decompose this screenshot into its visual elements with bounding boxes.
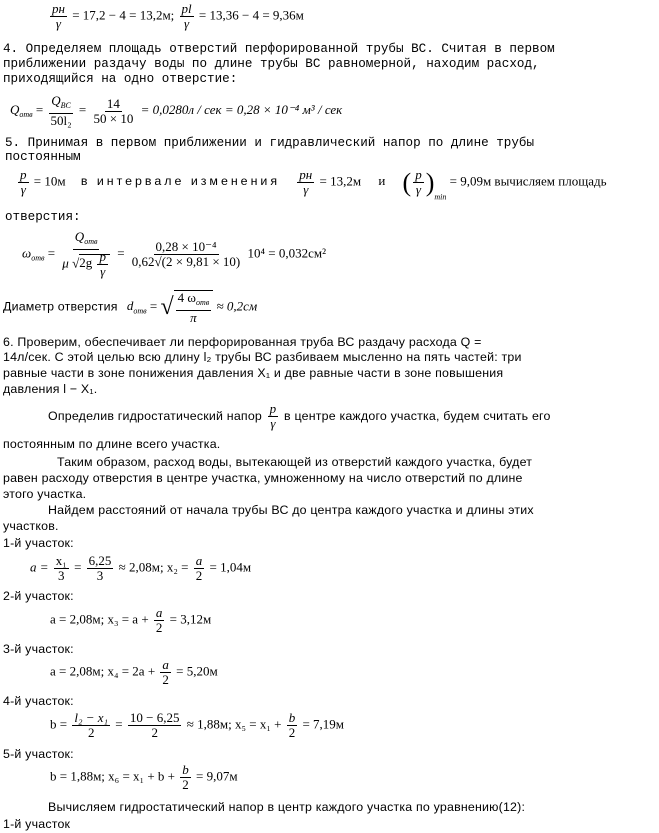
formula-text: = 9,09м вычисляем площадь: [449, 173, 607, 189]
denominator: γ: [303, 182, 309, 197]
formula-text: = 13,2м: [319, 173, 362, 189]
fraction: [154, 606, 165, 635]
formula-text: = 10м: [33, 173, 66, 189]
formula-text: = 9,07м: [195, 768, 238, 784]
diameter-formula: [3, 290, 257, 325]
inline-text: Определив гидростатический напор: [48, 408, 263, 423]
section-formula: [50, 711, 344, 740]
denominator: 0,62√(2 × 9,81 × 10): [131, 254, 241, 269]
formula-text: b =: [50, 716, 68, 732]
area-formula: [22, 230, 326, 279]
fraction: [87, 554, 114, 583]
numerator: pl: [181, 1, 192, 16]
paragraph-line: участков.: [3, 519, 59, 533]
fraction: [91, 97, 135, 126]
denominator: 2: [155, 620, 163, 635]
symbol: Q: [10, 101, 20, 117]
fraction: [50, 2, 67, 31]
formula-text: ≈ 1,88м; x₅ = x₁ +: [186, 716, 282, 732]
subscript: BC: [60, 101, 71, 110]
section-title: 3-й участок:: [3, 642, 74, 656]
formula-text: b = 1,88м; x₆ = x₁ + b +: [50, 768, 175, 784]
paragraph-line: [48, 402, 551, 431]
denominator: 3: [96, 568, 104, 583]
pressure-range-line: [16, 168, 607, 204]
inline-text: и: [378, 173, 386, 189]
paragraph-line: отверстия:: [5, 210, 81, 224]
denominator: 2: [87, 725, 95, 740]
numerator: [73, 230, 100, 250]
symbol: Q: [51, 93, 61, 108]
pressure-formula: [48, 2, 304, 31]
section-title: 5-й участок:: [3, 747, 74, 761]
numerator: a: [155, 605, 163, 620]
equals: =: [74, 559, 82, 575]
formula-text: = 5,20м: [176, 663, 218, 679]
subscript: отв: [31, 253, 45, 263]
numerator: p: [99, 249, 106, 264]
paragraph-line: постоянным по длине всего участка.: [3, 437, 221, 451]
numerator: a: [195, 553, 203, 568]
paragraph-line: равен расходу отверстия в центре участка, умноженному на число отверстий по длине: [3, 471, 523, 485]
fraction: [60, 230, 112, 279]
equals: =: [115, 716, 123, 732]
denominator: 50l₂: [50, 113, 72, 128]
equals: =: [35, 101, 44, 117]
denominator: 2: [162, 672, 169, 687]
section-title: 2-й участок:: [3, 589, 74, 603]
paragraph-line: приближении раздачу воды по длине трубы ВС равномерной, находим расход,: [3, 57, 540, 71]
fraction: [180, 2, 194, 31]
numerator: pн: [52, 1, 65, 16]
formula-text: a = 2,08м; x₃ = a +: [50, 611, 149, 627]
section-formula: [50, 606, 211, 635]
equals: =: [149, 298, 158, 314]
denominator: 2: [151, 725, 158, 740]
formula-text: = 0,0280л / сек = 0,28 × 10⁻⁴ м³ / сек: [140, 101, 343, 117]
fraction: [48, 94, 73, 128]
fraction: [160, 658, 171, 687]
fraction: [413, 168, 424, 197]
formula-text: a = 2,08м; x₄ = 2a +: [50, 663, 156, 679]
subscript: min: [434, 192, 447, 202]
inline-text: в центре каждого участка, будем считать его: [284, 408, 551, 423]
symbol: ω: [22, 245, 32, 261]
formula-text: 10⁴ = 0,032см²: [247, 245, 327, 261]
fraction: [130, 240, 242, 269]
symbol: d: [126, 298, 134, 314]
sqrt-body: [174, 290, 214, 325]
formula-text: = 17,2 − 4 = 13,2м;: [72, 7, 175, 23]
denominator: γ: [100, 264, 106, 279]
numerator: p: [269, 401, 277, 416]
numerator: [176, 291, 212, 311]
formula-text: = 13,36 − 4 = 9,36м: [198, 7, 304, 23]
paragraph-line: постоянным: [5, 150, 81, 164]
paren-left: (: [402, 168, 412, 197]
symbol: 4 ω: [177, 290, 196, 305]
paragraph-line: равные части в зоне понижения давления X₁ и две равные части в зоне повышения: [3, 366, 504, 380]
symbol: 2g: [79, 255, 93, 271]
equals: =: [78, 101, 87, 117]
formula-text: = 1,04м: [209, 559, 252, 575]
fraction: [128, 711, 182, 740]
paragraph-line: 6. Проверим, обеспечивает ли перфорированная труба ВС раздачу расхода Q =: [3, 335, 482, 349]
subscript: отв: [19, 109, 33, 119]
fraction: [180, 763, 191, 792]
subscript: отв: [84, 237, 98, 246]
denominator: γ: [415, 182, 422, 197]
section-title: 1-й участок: [3, 817, 71, 831]
numerator: pн: [299, 167, 313, 182]
denominator: 3: [58, 568, 65, 583]
formula-text: = 3,12м: [169, 611, 212, 627]
section-title: 4-й участок:: [3, 694, 74, 708]
formula-text: a =: [30, 559, 49, 575]
denominator: γ: [20, 182, 26, 197]
numerator: p: [20, 167, 27, 182]
numerator: p: [415, 167, 422, 182]
section-title: 1-й участок:: [3, 536, 74, 550]
denominator: π: [190, 310, 197, 325]
numerator: b: [288, 710, 296, 725]
denominator: γ: [55, 16, 62, 31]
fraction: [297, 168, 314, 197]
denominator: γ: [270, 416, 276, 431]
paragraph-line: 5. Принимая в первом приближении и гидравлический напор по длине трубы: [5, 136, 535, 150]
fraction: [97, 250, 108, 279]
fraction: [194, 554, 205, 583]
denominator: 2: [195, 568, 203, 583]
paragraph-line: 14л/сек. С этой целью всю длину l₂ трубы ВС разбиваем мысленно на пять частей: три: [3, 350, 522, 364]
paragraph-line: Таким образом, расход воды, вытекающей из отверстий каждого участка, будет: [57, 455, 533, 469]
paragraph-line: 4. Определяем площадь отверстий перфорированной трубы ВС. Считая в первом: [3, 42, 555, 56]
numerator: x₁: [55, 553, 67, 568]
symbol: μ: [62, 255, 69, 271]
fraction: [18, 168, 29, 197]
numerator: 14: [106, 95, 120, 111]
fraction: [72, 711, 110, 740]
symbol: Q: [74, 229, 85, 244]
numerator: 6,25: [88, 553, 112, 568]
numerator: b: [182, 762, 189, 777]
flow-formula: [10, 94, 342, 128]
formula-text: ≈ 2,08м; x₂ =: [118, 559, 189, 575]
fraction: [287, 711, 298, 740]
fraction: [268, 402, 279, 431]
equals: =: [117, 245, 125, 261]
numerator: a: [162, 657, 169, 672]
inline-text: в интервале изменения: [80, 174, 281, 189]
denominator: 50 × 10: [93, 110, 134, 126]
fraction: [176, 291, 212, 325]
paragraph-line: давления l − X₁.: [3, 382, 98, 396]
subscript: отв: [133, 306, 147, 316]
numerator: 0,28 × 10⁻⁴: [155, 239, 217, 254]
subscript: отв: [195, 298, 210, 307]
inline-text: Диаметр отверстия: [3, 299, 118, 314]
section-formula: [50, 763, 238, 792]
equals: =: [47, 245, 56, 261]
fraction: [54, 554, 69, 583]
numerator: l₂ − x₁: [74, 710, 109, 725]
formula-text: = 7,19м: [302, 716, 344, 732]
paren-right: ): [425, 168, 435, 197]
denominator: 2: [288, 725, 296, 740]
denominator: 2: [182, 777, 189, 792]
numerator: [49, 94, 73, 114]
formula-text: ≈ 0,2см: [216, 298, 258, 314]
numerator: 10 − 6,25: [129, 710, 180, 725]
denominator: γ: [184, 16, 190, 31]
sqrt-sign: √: [160, 294, 174, 320]
section-formula: [30, 554, 251, 583]
paragraph-line: приходящийся на одно отверстие:: [3, 72, 238, 86]
paragraph-line: Найдем расстояний от начала трубы ВС до центра каждого участка и длины этих: [48, 503, 534, 517]
section-formula: [50, 658, 218, 687]
denominator: μ √2g $\frac{p}{\gamma}$: [60, 250, 112, 279]
paragraph-line: Вычисляем гидростатический напор в центр каждого участка по уравнению(12):: [48, 800, 526, 814]
paragraph-line: этого участка.: [3, 487, 87, 501]
